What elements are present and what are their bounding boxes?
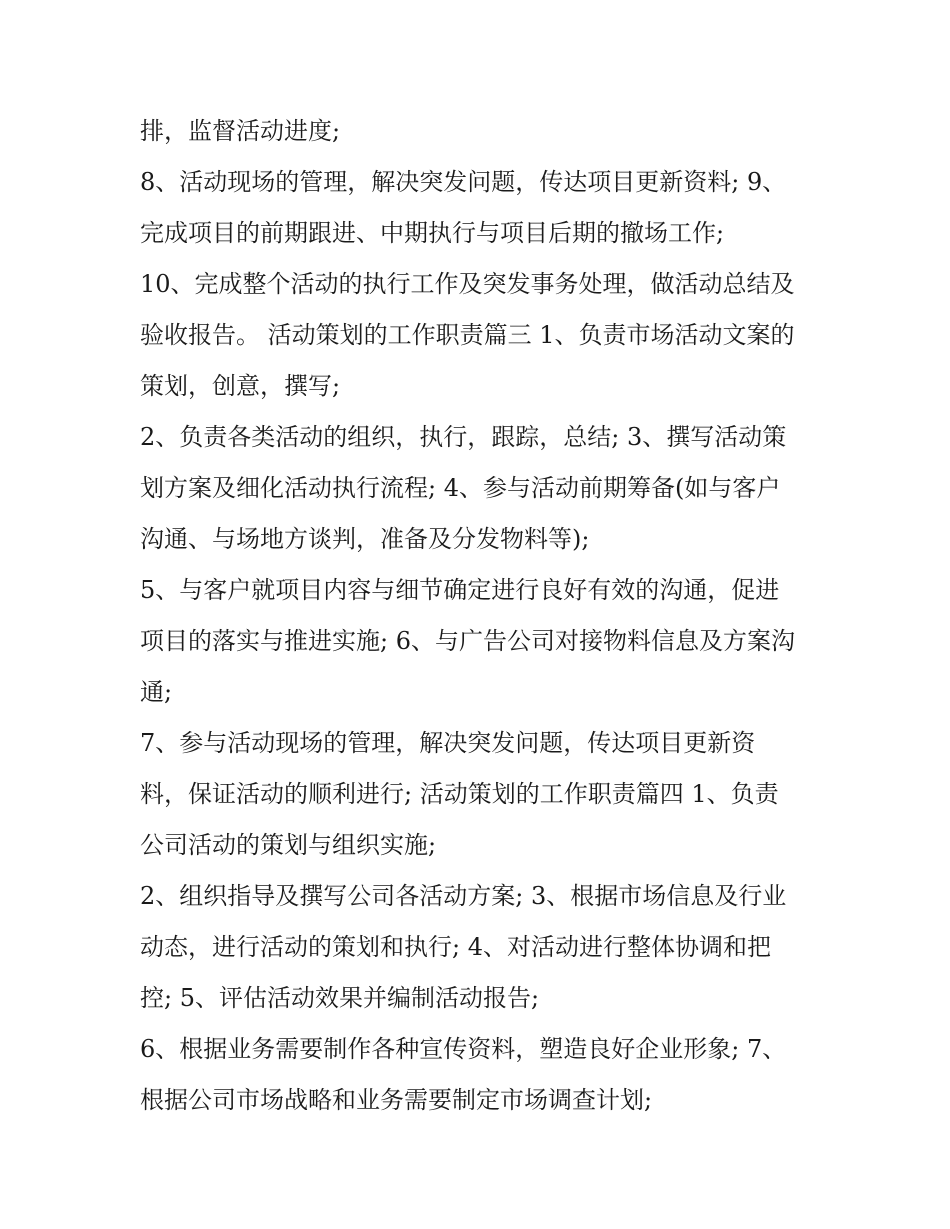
text-line: 2、负责各类活动的组织，执行，跟踪，总结; 3、撰写活动策 [140, 423, 787, 451]
text-line: 排，监督活动进度; [140, 117, 341, 145]
document-body [140, 106, 830, 1126]
text-line: 验收报告。 活动策划的工作职责篇三 1、负责市场活动文案的 [140, 321, 795, 349]
text-line: 10、完成整个活动的执行工作及突发事务处理，做活动总结及 [140, 270, 795, 298]
text-line: 通; [140, 678, 173, 706]
text-line: 根据公司市场战略和业务需要制定市场调查计划; [140, 1086, 653, 1114]
text-line: 沟通、与场地方谈判，准备及分发物料等); [140, 525, 590, 553]
text-line: 7、参与活动现场的管理，解决突发问题，传达项目更新资 [140, 729, 756, 757]
text-line: 公司活动的策划与组织实施; [140, 831, 437, 859]
text-line: 划方案及细化活动执行流程; 4、参与活动前期筹备(如与客户 [140, 474, 781, 502]
text-line: 2、组织指导及撰写公司各活动方案; 3、根据市场信息及行业 [140, 882, 787, 910]
text-line: 动态，进行活动的策划和执行; 4、对活动进行整体协调和把 [140, 933, 771, 961]
text-line: 项目的落实与推进实施; 6、与广告公司对接物料信息及方案沟 [140, 627, 795, 655]
text-line: 完成项目的前期跟进、中期执行与项目后期的撤场工作; [140, 219, 725, 247]
text-line: 控; 5、评估活动效果并编制活动报告; [140, 984, 540, 1012]
text-line: 料，保证活动的顺利进行; 活动策划的工作职责篇四 1、负责 [140, 780, 779, 808]
text-line: 8、活动现场的管理，解决突发问题，传达项目更新资料; 9、 [140, 168, 787, 196]
text-line: 策划，创意，撰写; [140, 372, 341, 400]
text-line: 6、根据业务需要制作各种宣传资料，塑造良好企业形象; 7、 [140, 1035, 787, 1063]
text-line: 5、与客户就项目内容与细节确定进行良好有效的沟通，促进 [140, 576, 780, 604]
